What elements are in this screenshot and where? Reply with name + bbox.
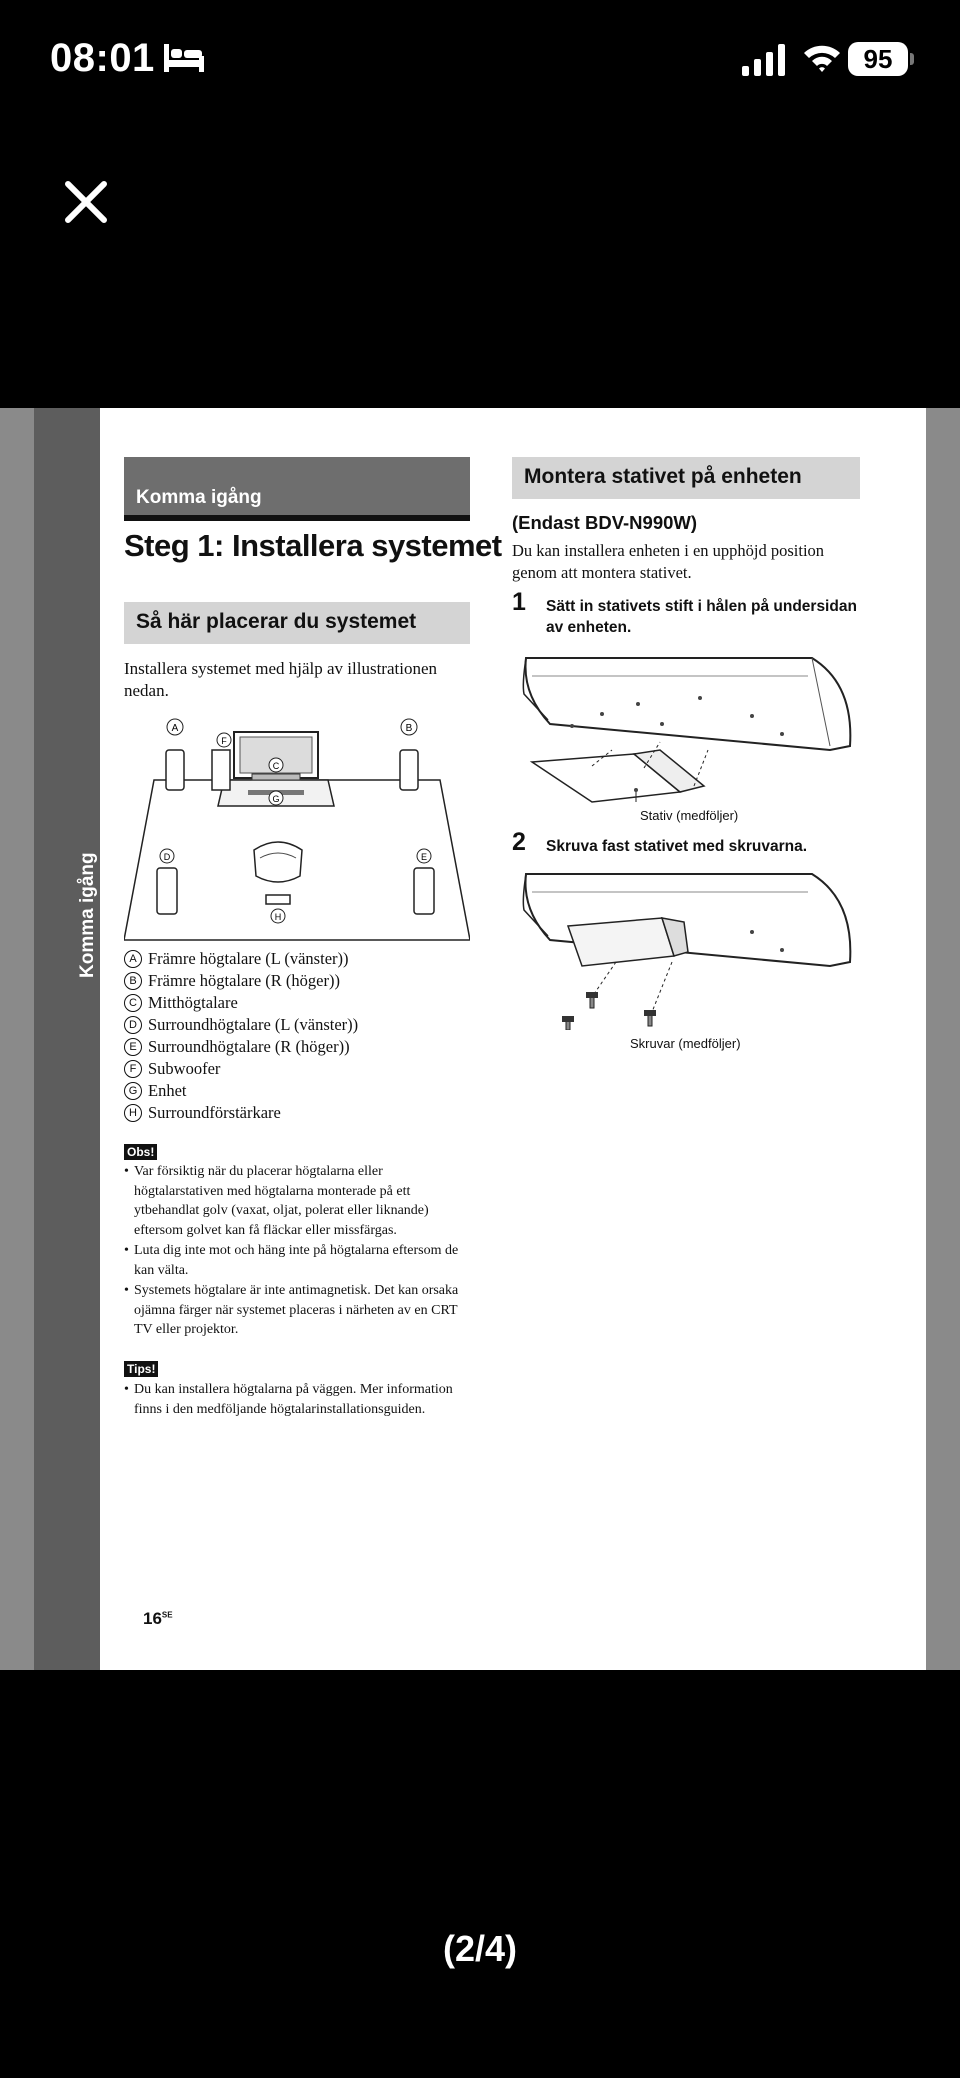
legend-item [124,992,358,1014]
step-2-text: Skruva fast stativet med skruvarna. [546,838,808,855]
speaker-front-right-diagram [400,719,418,790]
obs-note: • Systemets högtalare är inte antimagnetisk. Det kan orsaka ojämna färger när systemet placeras i närheten av en CRT TV eller projektor. [124,1281,470,1340]
armchair-diagram [254,842,302,882]
svg-text:A: A [171,723,179,734]
screw-icon [562,1016,574,1030]
legend-item [124,948,358,970]
screw-icon [644,1010,656,1026]
model-note: (Endast BDV-N990W) [512,512,698,533]
tips-label: Tips! [124,1361,158,1377]
svg-text:F: F [221,736,227,746]
svg-text:B: B [405,723,413,734]
battery-cap [910,53,914,65]
legend-item [124,970,358,992]
surround-amplifier-diagram [266,895,290,923]
page-number-suffix: SE [161,1610,173,1620]
legend-text: Surroundhögtalare (R (höger)) [148,1037,350,1056]
svg-text:D: D [163,852,171,862]
stand-screw-illustration [512,870,864,1030]
legend-text: Surroundhögtalare (L (vänster)) [148,1015,359,1034]
legend-item [124,1014,358,1036]
step-2-number: 2 [512,828,526,856]
legend-text: Mitthögtalare [148,993,238,1012]
legend-letter: D [124,1016,142,1034]
speaker-surround-right-diagram [414,849,434,914]
speaker-layout-diagram [124,718,470,946]
obs-note: • Luta dig inte mot och häng inte på högtalarna eftersom de kan välta. [124,1241,470,1280]
legend-letter: C [124,994,142,1012]
legend-letter: B [124,972,142,990]
close-icon[interactable] [62,178,110,226]
subwoofer-diagram [212,733,231,790]
page-number-value: 16 [143,1609,162,1628]
subheading-stand: Montera stativet på enheten [512,457,860,499]
sleep-focus-icon [164,44,204,72]
legend-letter: A [124,950,142,968]
legend-text: Subwoofer [148,1059,221,1078]
stand-intro: Du kan installera enheten i en upphöjd position genom att montera stativet. [512,541,825,582]
svg-text:C: C [272,761,280,771]
tips-notes [124,1380,470,1420]
screw-icon [586,992,598,1008]
legend-text: Främre högtalare (R (höger)) [148,971,340,990]
legend-item [124,1036,358,1058]
cellular-signal-icon [742,44,786,76]
status-time: 08:01 [50,36,155,80]
step-1-text: Sätt in stativets stift i hålen på undersidan av enheten. [546,598,857,636]
obs-label: Obs! [124,1144,157,1160]
svg-text:E: E [420,852,428,862]
legend-letter: E [124,1038,142,1056]
side-tab [34,408,100,1670]
battery-indicator [848,42,908,76]
legend-item [124,1080,358,1102]
legend-letter: F [124,1060,142,1078]
wifi-icon [802,40,842,74]
speaker-surround-left-diagram [157,849,177,914]
stand-insert-illustration [512,654,864,806]
side-tab-label: Komma igång [77,852,98,978]
obs-note: • Var försiktig när du placerar högtalarna eller högtalarstativen med högtalarna monterade på ett ytbehandlat golv (vaxat, oljat, polerat eller liknande) eftersom golvet kan få fläckar eller missfärgas. [124,1162,470,1240]
document-viewer[interactable] [0,408,960,1670]
legend-item [124,1102,358,1124]
speaker-front-left-diagram [166,719,184,790]
section-label: Komma igång [124,457,470,521]
legend-text: Främre högtalare (L (vänster)) [148,949,349,968]
screws-caption: Skruvar (medföljer) [630,1036,741,1051]
legend-item [124,1058,358,1080]
page-title: Steg 1: Installera systemet [124,528,502,563]
svg-text:H: H [274,912,282,922]
tips-note: • Du kan installera högtalarna på väggen. Mer information finns i den medföljande högtalarinstallationsguiden. [124,1380,470,1419]
placement-intro: Installera systemet med hjälp av illustrationen nedan. [124,659,437,700]
page-number [143,1609,173,1629]
legend-letter: H [124,1104,142,1122]
step-1-number: 1 [512,588,526,616]
legend-letter: G [124,1082,142,1100]
subheading-placement: Så här placerar du systemet [124,602,470,644]
obs-notes [124,1162,470,1341]
legend-text: Enhet [148,1081,187,1100]
speaker-legend [124,948,358,1124]
svg-text:G: G [272,794,280,804]
manual-page [100,408,926,1670]
stand-caption: Stativ (medföljer) [640,808,739,823]
page-counter: (2/4) [442,1928,518,1969]
status-bar [0,0,960,120]
legend-text: Surroundförstärkare [148,1103,281,1122]
battery-level: 95 [863,44,893,74]
